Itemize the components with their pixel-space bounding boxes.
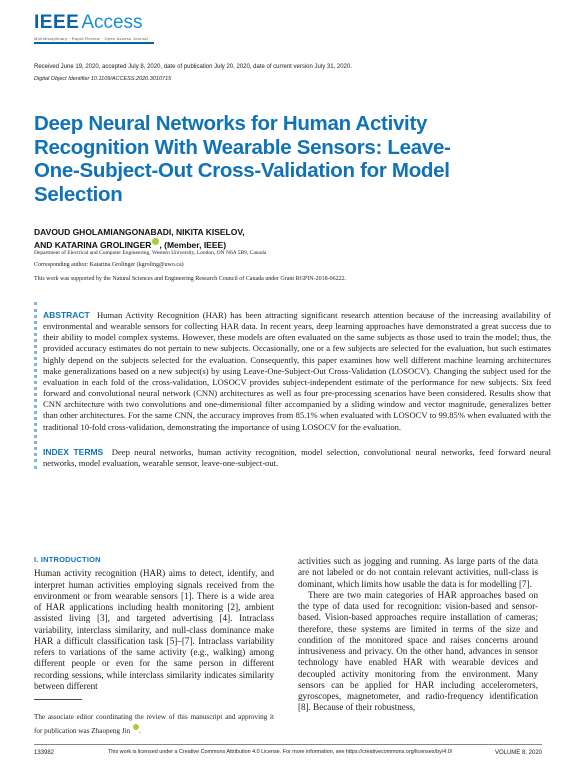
- footnote-rule: [34, 699, 82, 700]
- section-heading: I. INTRODUCTION: [34, 555, 101, 564]
- logo-access: Access: [81, 12, 143, 33]
- authors-line-1: DAVOUD GHOLAMIANGONABADI, NIKITA KISELOV,: [34, 227, 245, 237]
- logo-tagline: Multidisciplinary · Rapid Review · Open Access Journal: [34, 36, 149, 41]
- logo-ieee: IEEE: [34, 12, 80, 33]
- journal-logo: [34, 12, 149, 42]
- orcid-icon[interactable]: [133, 724, 139, 730]
- footer-rule: [34, 744, 542, 745]
- corresponding-author: Corresponding author: Katarina Grolinger (kgroling@uwo.ca): [34, 262, 184, 268]
- affiliation: Department of Electrical and Computer Engineering, Western University, London, ON N6A 5B9, Canada: [34, 250, 267, 256]
- abstract-label: ABSTRACT: [43, 310, 90, 320]
- abstract: [43, 310, 551, 433]
- index-terms-label: INDEX TERMS: [43, 446, 104, 457]
- abstract-text: Human Activity Recognition (HAR) has been attracting significant research attention because of the increasing availability of environmental and wearable sensors for collecting HAR data. In recent years, deep learning approaches have demonstrated a great success due to their ability to model complex systems. However, these models are often evaluated on the same subjects as those used to train the model; thus, the provided accuracy estimates do not pertain to new subjects. Occasionally, one or a few subjects are selected for the evaluation, but such estimates highly depend on the subjects selected for the evaluation. Consequently, this paper examines how well different machine learning architectures make generalizations based on a new subject(s) by using Leave-One-Subject-Out Cross-Validation (LOSOCV). Changing the subject used for the evaluation in each fold of the cross-validation, LOSOCV provides subject-independent estimate of the performance for new subjects. Six feed forward and convolutional neural network (CNN) architectures as well as four pre-processing scenarios have been considered. Results show that CNN architecture with two convolutions and one-dimensional filter accompanied by a sliding window and vector magnitude, generalizes better than other architectures. For the same CNN, the accuracy improves from 85.1% when evaluated with LOSOCV to 99.85% when evaluated with the traditional 10-fold cross-validation, demonstrating the importance of using LOSOCV for the evaluation.: [43, 310, 552, 432]
- header-rule: [34, 42, 154, 44]
- volume-label: VOLUME 8, 2020: [494, 750, 542, 756]
- page-number: 133982: [34, 750, 55, 756]
- received-dates: Received June 19, 2020, accepted July 8, 2020, date of publication July 20, 2020, date of current version July 31, 2020.: [34, 64, 352, 70]
- authors-line-2-suffix: , (Member, IEEE): [159, 240, 227, 250]
- intro-paragraph-right-1: activities such as jogging and running. As large parts of the data are not labeled or do not contain relevant activities, null-class is dominant, which limits how usable the data is for modelling [7].: [298, 556, 538, 589]
- authors-line-2-name: AND KATARINA GROLINGER: [34, 240, 152, 250]
- index-terms-text: Deep neural networks, human activity recognition, model selection, convolutional neural networks, feed forward neural networks, model evaluation, wearable sensor, leave-one-subject-out.: [43, 446, 552, 468]
- abstract-block: [34, 302, 551, 469]
- doi-line: Digital Object Identifier 10.1109/ACCESS.2020.3010715: [34, 76, 172, 82]
- left-column: [34, 554, 274, 692]
- right-column: [298, 556, 538, 714]
- intro-paragraph-left: Human activity recognition (HAR) aims to detect, identify, and interpret human activities employing signals received from the environment or from wearable sensors [1]. There is a wide area of HAR applications including health monitoring [2], ambient assisted living [3], and targeted advertising [4]. Intraclass variability, interclass similarity, and null-class dominance make HAR a difficult classification task [5]–[7]. Intraclass variability refers to variations of the same activity (e.g., walking) among different people or even for the same person in different recording sessions, while interclass similarity indicates similarity between different: [34, 568, 274, 691]
- funding-note: This work was supported by the Natural Sciences and Engineering Research Council of Canada under Grant RGPIN-2018-06222.: [34, 276, 347, 282]
- intro-paragraph-right-2: There are two main categories of HAR approaches based on the type of data used for recognition: vision-based and sensor-based. Vision-based approaches require installation of cameras; therefore, these systems are limited in terms of the size and condition of the monitored space and raises concerns around intrusiveness and privacy. On the other hand, advances in sensor technology have enabled HAR with wearable devices and decoupled activity monitoring from the environment. Many sensors can be applied for HAR including accelerometers, gyroscopes, magnetometer, and radio-frequency identification [8]. Because of their robustness,: [298, 589, 538, 713]
- footnote-text: The associate editor coordinating the review of this manuscript and approving it for publication was Zhaopeng Jin: [34, 713, 274, 735]
- license-notice[interactable]: This work is licensed under a Creative Commons Attribution 4.0 License. For more information, see https://creativecommons.org/licenses/by/4.0/: [108, 749, 453, 755]
- editor-footnote: The associate editor coordinating the review of this manuscript and approving it for publication was Zhaopeng Jin .: [34, 713, 274, 735]
- paper-title: Deep Neural Networks for Human Activity Recognition With Wearable Sensors: Leave-One-Subject-Out Cross-Validation for Model Selection: [34, 112, 451, 206]
- author-list: [34, 226, 454, 251]
- index-terms: [43, 447, 551, 469]
